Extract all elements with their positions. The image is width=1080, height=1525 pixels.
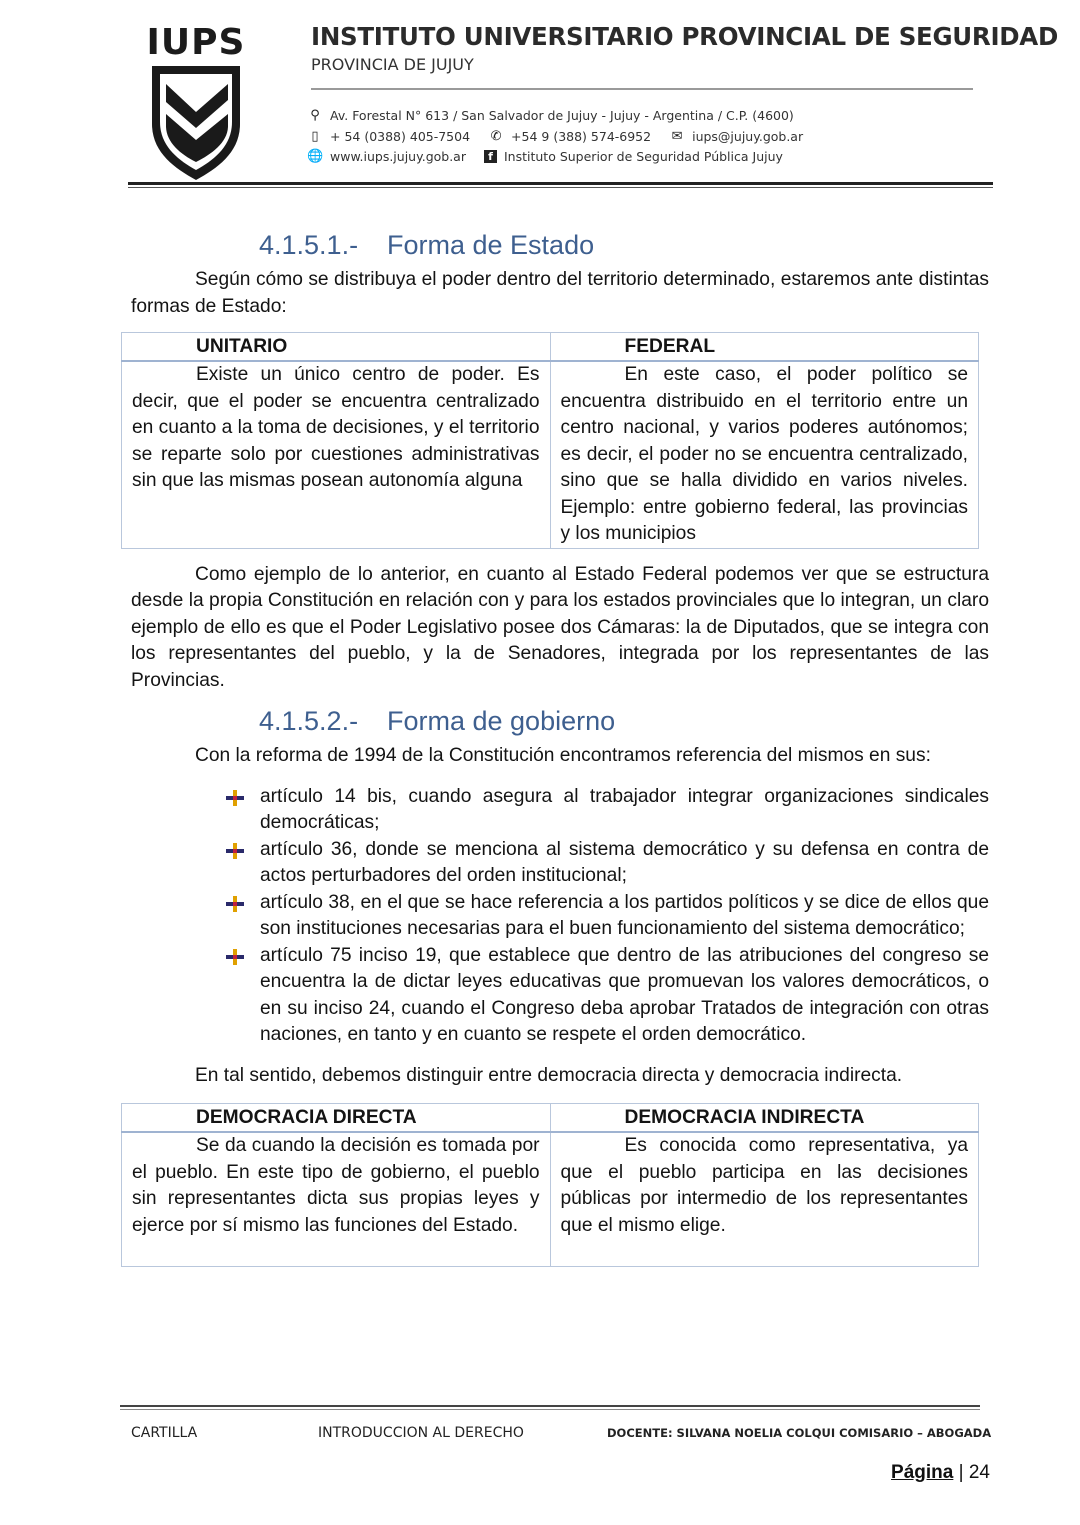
table-row	[122, 361, 979, 548]
web-line	[307, 149, 783, 164]
location-pin-icon: ⚲	[310, 108, 320, 123]
logo-text: IUPS	[146, 22, 246, 63]
page-separator: |	[953, 1462, 969, 1483]
facebook-text: Instituto Superior de Seguridad Pública Jujuy	[503, 149, 783, 164]
table-header: DEMOCRACIA DIRECTA	[122, 1104, 551, 1133]
institution-subtitle: PROVINCIA DE JUJUY	[311, 55, 474, 74]
footer-divider	[120, 1405, 980, 1407]
table-header: DEMOCRACIA INDIRECTA	[550, 1104, 979, 1133]
table-header-row	[122, 1104, 979, 1133]
list-item: artículo 75 inciso 19, que establece que dentro de las atribuciones del congreso se encuentra la de dictar leyes educativas que promuevan los valores democráticos, o en su inciso 24, cuando el Congreso deba aprobar Tratados de integración con otras naciones, en tanto y en cuanto se respete el orden democrático.	[260, 943, 989, 1049]
page-number	[891, 1462, 990, 1484]
table-cell	[550, 361, 979, 548]
page-content	[131, 225, 989, 1267]
iups-logo	[146, 22, 246, 184]
table-cell	[122, 1132, 551, 1267]
table-header: UNITARIO	[122, 333, 551, 362]
section-number: 4.1.5.1.-	[259, 230, 359, 260]
table-cell	[550, 1132, 979, 1267]
democracia-comparison-table	[121, 1103, 979, 1267]
body-paragraph: Como ejemplo de lo anterior, en cuanto al Estado Federal podemos ver que se estructura desde la propia Constitución en relación con y para los estados provinciales que lo integran, un claro ejemplo de ello es que el Poder Legislativo posee dos Cámaras: la de Diputados, que se integra con los representantes del pueblo, y la de Senadores, integrada por los representantes de las Provincias.	[131, 563, 989, 691]
address-text: Av. Forestal N° 613 / San Salvador de Jujuy - Jujuy - Argentina / C.P. (4600)	[330, 108, 794, 123]
phone-text: + 54 (0388) 405-7504	[330, 129, 471, 144]
section-heading-forma-gobierno	[131, 701, 989, 741]
articles-list	[131, 784, 989, 1049]
plus-bullet-icon	[225, 948, 245, 966]
footer-divider-thin	[120, 1409, 980, 1410]
list-item: artículo 14 bis, cuando asegura al trabajador integrar organizaciones sindicales democráticas;	[260, 784, 989, 837]
address-line	[307, 108, 794, 123]
list-item: artículo 38, en el que se hace referencia a los partidos políticos y se dice de ellos que son instituciones necesarias para el buen funcionamiento del sistema democrático;	[260, 890, 989, 943]
table-row	[122, 1132, 979, 1267]
header-divider	[128, 182, 993, 185]
institution-title: INSTITUTO UNIVERSITARIO PROVINCIAL DE SEGURIDAD	[311, 22, 1058, 51]
page-label: Página	[891, 1462, 954, 1483]
whatsapp-text: +54 9 (388) 574-6952	[511, 129, 652, 144]
cell-text: Es conocida como representativa, ya que el pueblo participa en las decisiones públicas por intermedio de los representantes que el mismo elige.	[560, 1135, 968, 1236]
intro-paragraph: Según cómo se distribuya el poder dentro del territorio determinado, estaremos ante distintas formas de Estado:	[131, 269, 989, 317]
shield-icon	[148, 62, 244, 182]
section-number: 4.1.5.2.-	[259, 706, 359, 736]
phone-line	[307, 129, 803, 144]
table-cell	[122, 361, 551, 548]
header-rule	[311, 88, 973, 90]
plus-bullet-icon	[225, 895, 245, 913]
facebook-icon: f	[484, 150, 497, 163]
cell-text: En este caso, el poder político se encuentra distribuido en el territorio entre un centro nacional, y varios poderes autónomos; es decir, el poder no se encuentra centralizado, sino que se halla dividido en varios niveles. Ejemplo: entre gobierno federal, las provincias y los municipios	[560, 364, 968, 544]
plus-bullet-icon	[225, 789, 245, 807]
email-text: iups@jujuy.gob.ar	[692, 129, 804, 144]
estado-comparison-table	[121, 332, 979, 549]
body-paragraph: En tal sentido, debemos distinguir entre democracia directa y democracia indirecta.	[195, 1064, 903, 1086]
cell-text: Se da cuando la decisión es tomada por el pueblo. En este tipo de gobierno, el pueblo sin representantes dicta sus propias leyes y ejerce por sí mismo las funciones del Estado.	[132, 1135, 540, 1236]
header-divider-thin	[128, 187, 993, 188]
plus-bullet-icon	[225, 842, 245, 860]
intro-paragraph: Con la reforma de 1994 de la Constitución encontramos referencia del mismos en sus:	[195, 745, 931, 766]
list-item: artículo 36, donde se menciona al sistema democrático y su defensa en contra de actos perturbadores del orden institucional;	[260, 837, 989, 890]
section-title: Forma de Estado	[387, 230, 595, 260]
website-text: www.iups.jujuy.gob.ar	[330, 149, 466, 164]
footer-left: CARTILLA	[131, 1425, 198, 1441]
table-header: FEDERAL	[550, 333, 979, 362]
whatsapp-icon: ✆	[490, 129, 502, 144]
section-heading-forma-estado	[131, 225, 989, 265]
section-title: Forma de gobierno	[387, 706, 616, 736]
footer-right: DOCENTE: SILVANA NOELIA COLQUI COMISARIO – ABOGADA	[607, 1426, 992, 1440]
phone-icon: ▯	[311, 129, 319, 144]
letterhead	[0, 0, 1080, 195]
table-header-row	[122, 333, 979, 362]
cell-text: Existe un único centro de poder. Es decir, que el poder se encuentra centralizado en cuanto a la toma de decisiones, y el territorio se reparte solo por cuestiones administrativas sin que las mismas posean autonomía alguna	[132, 364, 540, 491]
globe-icon: 🌐	[307, 149, 324, 164]
footer-center: INTRODUCCION AL DERECHO	[318, 1425, 524, 1441]
email-icon: ✉	[671, 129, 683, 144]
page-number-value: 24	[968, 1462, 990, 1483]
